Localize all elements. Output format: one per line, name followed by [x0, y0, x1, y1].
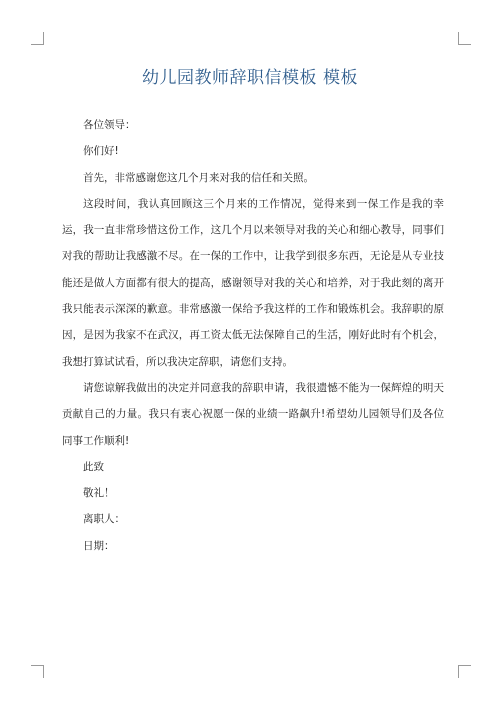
resignee-label: 离职人： [83, 513, 125, 526]
crop-mark-bottom-right [458, 665, 471, 678]
closing-jing-li: 敬礼！ [83, 487, 115, 500]
paragraph-reason: 这段时间，我认真回顾这三个月来的工作情况，觉得来到一保工作是我的幸运，我一直非常珍惜这份工作，这几个月以来领导对我的关心和细心教导，同事们对我的帮助让我感激不尽。在一保的工作中，让我学到很多东西，无论是从专业技能还是做人方面都有很大的提高，感谢领导对我的关心和培养，对于我此刻的离开我只能表示深深的歉意。非常感激一保给予我这样的工作和锻炼机会。我辞职的原因，是因为我家不在武汉，再工资太低无法保障自己的生活，刚好此时有个机会，我想打算试试看，所以我决定辞职，请您们支持。 [62, 197, 444, 368]
crop-mark-top-left [31, 32, 44, 45]
crop-mark-top-right [458, 32, 471, 45]
closing-ci-zhi: 此致 [83, 460, 104, 473]
salutation: 各位领导： [83, 119, 136, 131]
document-title: 幼儿园教师辞职信模板 模板 [142, 68, 358, 88]
letter-body [62, 112, 444, 559]
crop-mark-bottom-left [31, 665, 44, 678]
paragraph-request: 请您谅解我做出的决定并同意我的辞职申请，我很遗憾不能为一保辉煌的明天贡献自己的力量。我只有衷心祝愿一保的业绩一路飙升!希望幼儿园领导们及各位同事工作顺利! [62, 381, 444, 447]
paragraph-thanks: 首先，非常感谢您这几个月来对我的信任和关照。 [83, 171, 314, 184]
greeting: 你们好! [83, 145, 119, 158]
date-label: 日期： [83, 539, 115, 552]
